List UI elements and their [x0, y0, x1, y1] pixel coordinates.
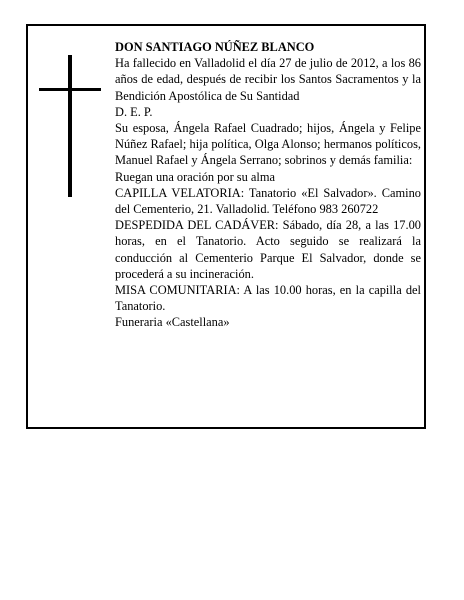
family-list: Su esposa, Ángela Rafael Cuadrado; hijos, Ángela y Felipe Núñez Rafael; hija política, Olga Alonso; hermanos políticos, Manuel Rafael y Ángela Serrano; sobrinos y demás familia:	[115, 121, 421, 168]
obituary-text	[115, 39, 421, 331]
farewell-info: DESPEDIDA DEL CADÁVER: Sábado, día 28, a las 17.00 horas, en el Tanatorio. Acto seguido se realizará la conducción al Cementerio Parque El Salvador, donde se procederá a su incineración.	[115, 218, 421, 281]
cross-icon-crossbar	[39, 88, 101, 91]
obituary-frame	[26, 24, 426, 429]
cross-icon	[68, 55, 72, 197]
prayer-request: Ruegan una oración por su alma	[115, 169, 275, 184]
mass-info: MISA COMUNITARIA: A las 10.00 horas, en la capilla del Tanatorio.	[115, 283, 421, 314]
chapel-info: CAPILLA VELATORIA: Tanatorio «El Salvador». Camino del Cementerio, 21. Valladolid. Teléfono 983 260722	[115, 185, 421, 217]
funeral-home: Funeraria «Castellana»	[115, 315, 230, 330]
deceased-name: DON SANTIAGO NÚÑEZ BLANCO	[115, 40, 315, 54]
death-announcement: Ha fallecido en Valladolid el día 27 de julio de 2012, a los 86 años de edad, después de recibir los Santos Sacramentos y la Bendición Apostólica de Su Santidad	[115, 56, 421, 103]
rip-line: D. E. P.	[115, 104, 153, 119]
